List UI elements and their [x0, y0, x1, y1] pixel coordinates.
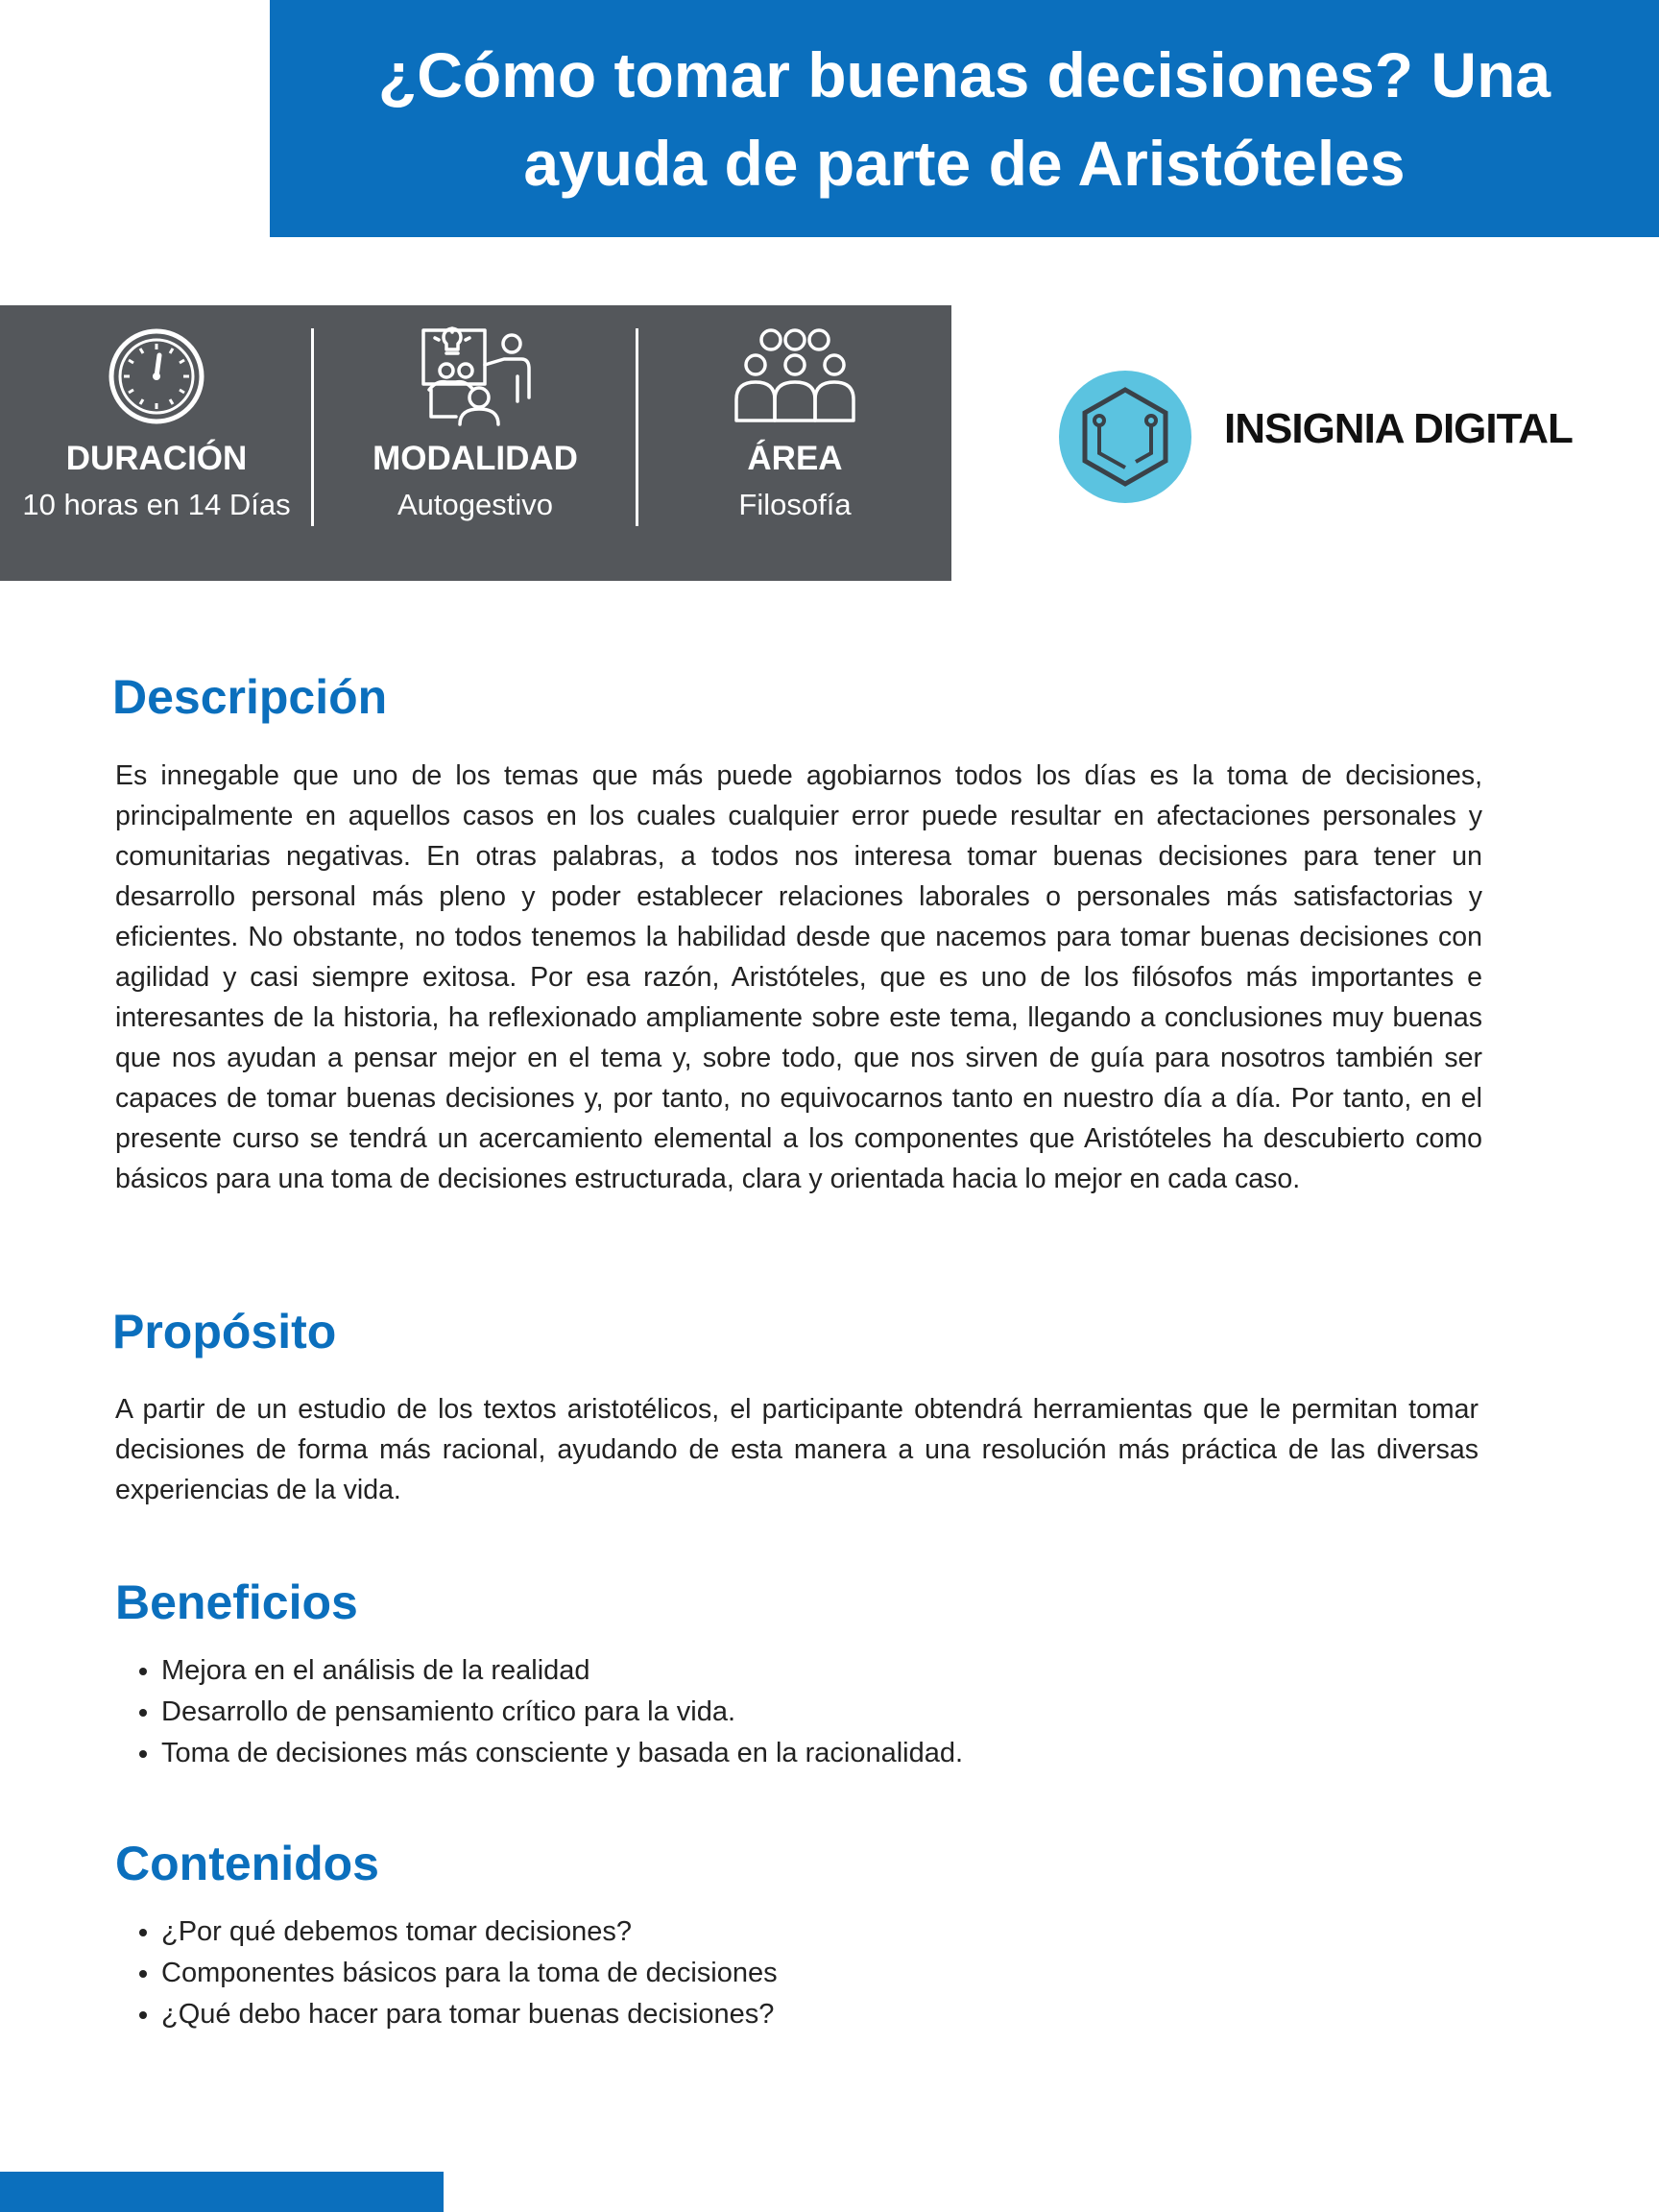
benefits-heading: Beneficios: [115, 1575, 358, 1629]
list-item: • Desarrollo de pensamiento crítico para la vida.: [161, 1692, 963, 1733]
purpose-heading: Propósito: [112, 1305, 337, 1358]
modality-value: Autogestivo: [397, 488, 553, 521]
modality-block: [317, 305, 634, 581]
duration-label: DURACIÓN: [65, 440, 248, 477]
description-text: Es innegable que uno de los temas que más puede agobiarnos todos los días es la toma de decisiones, principalmente en aquellos casos en los cuales cualquier error puede resultar en afectaciones personales y comunitarias negativas. En otras palabras, a todos nos interesa tomar buenas decisiones para tener un desarrollo personal más pleno y poder establecer relaciones laborales o personales más satisfactorias y eficientes. No obstante, no todos tenemos la habilidad desde que nacemos para tomar buenas decisiones con agilidad y casi siempre exitosa. Por esa razón, Aristóteles, que es uno de los filósofos más importantes e interesantes de la historia, ha reflexionado ampliamente sobre este tema, llegando a conclusiones muy buenas que nos ayudan a pensar mejor en el tema y, sobre todo, que nos sirven de guía para nosotros también ser capaces de tomar buenas decisiones y, por tanto, no equivocarnos tanto en nuestro día a día. Por tanto, en el presente curso se tendrá un acercamiento elemental a los componentes que Aristóteles ha descubierto como básicos para una toma de decisiones estructurada, clara y orientada hacia lo mejor en cada caso.: [115, 760, 1482, 1194]
hexagon-badge-icon: [1059, 371, 1191, 503]
purpose-text: A partir de un estudio de los textos aristotélicos, el participante obtendrá herramientas que le permitan tomar decisiones de forma más racional, ayudando de esta manera a una resolución más práctica de las diversas experiencias de la vida.: [115, 1394, 1479, 1505]
group-icon: [733, 326, 857, 426]
footer-accent-bar: [0, 2172, 444, 2212]
list-item: • Componentes básicos para la toma de decisiones: [161, 1953, 778, 1994]
title-banner: [270, 0, 1659, 237]
duration-value: 10 horas en 14 Días: [22, 488, 291, 521]
description-heading: Descripción: [112, 670, 388, 724]
info-divider: [636, 328, 638, 526]
list-item: • Toma de decisiones más consciente y basada en la racionalidad.: [161, 1733, 963, 1774]
contents-list: [125, 1911, 778, 2035]
list-item: • ¿Qué debo hacer para tomar buenas decisiones?: [161, 1994, 778, 2035]
modality-label: MODALIDAD: [373, 440, 578, 477]
course-info-panel: [0, 305, 951, 581]
page-title: ¿Cómo tomar buenas decisiones? Una ayuda de parte de Aristóteles: [377, 38, 1551, 199]
area-block: [638, 305, 951, 581]
presenter-icon: [418, 326, 533, 426]
badge-title: INSIGNIA DIGITAL: [1224, 405, 1573, 452]
benefits-list: [125, 1650, 963, 1774]
list-item: • ¿Por qué debemos tomar decisiones?: [161, 1911, 778, 1953]
info-divider: [311, 328, 314, 526]
clock-icon: [107, 326, 206, 426]
contents-heading: Contenidos: [115, 1837, 379, 1890]
list-item: • Mejora en el análisis de la realidad: [161, 1650, 963, 1692]
area-value: Filosofía: [738, 488, 852, 521]
area-label: ÁREA: [747, 440, 843, 477]
duration-block: [0, 305, 313, 581]
